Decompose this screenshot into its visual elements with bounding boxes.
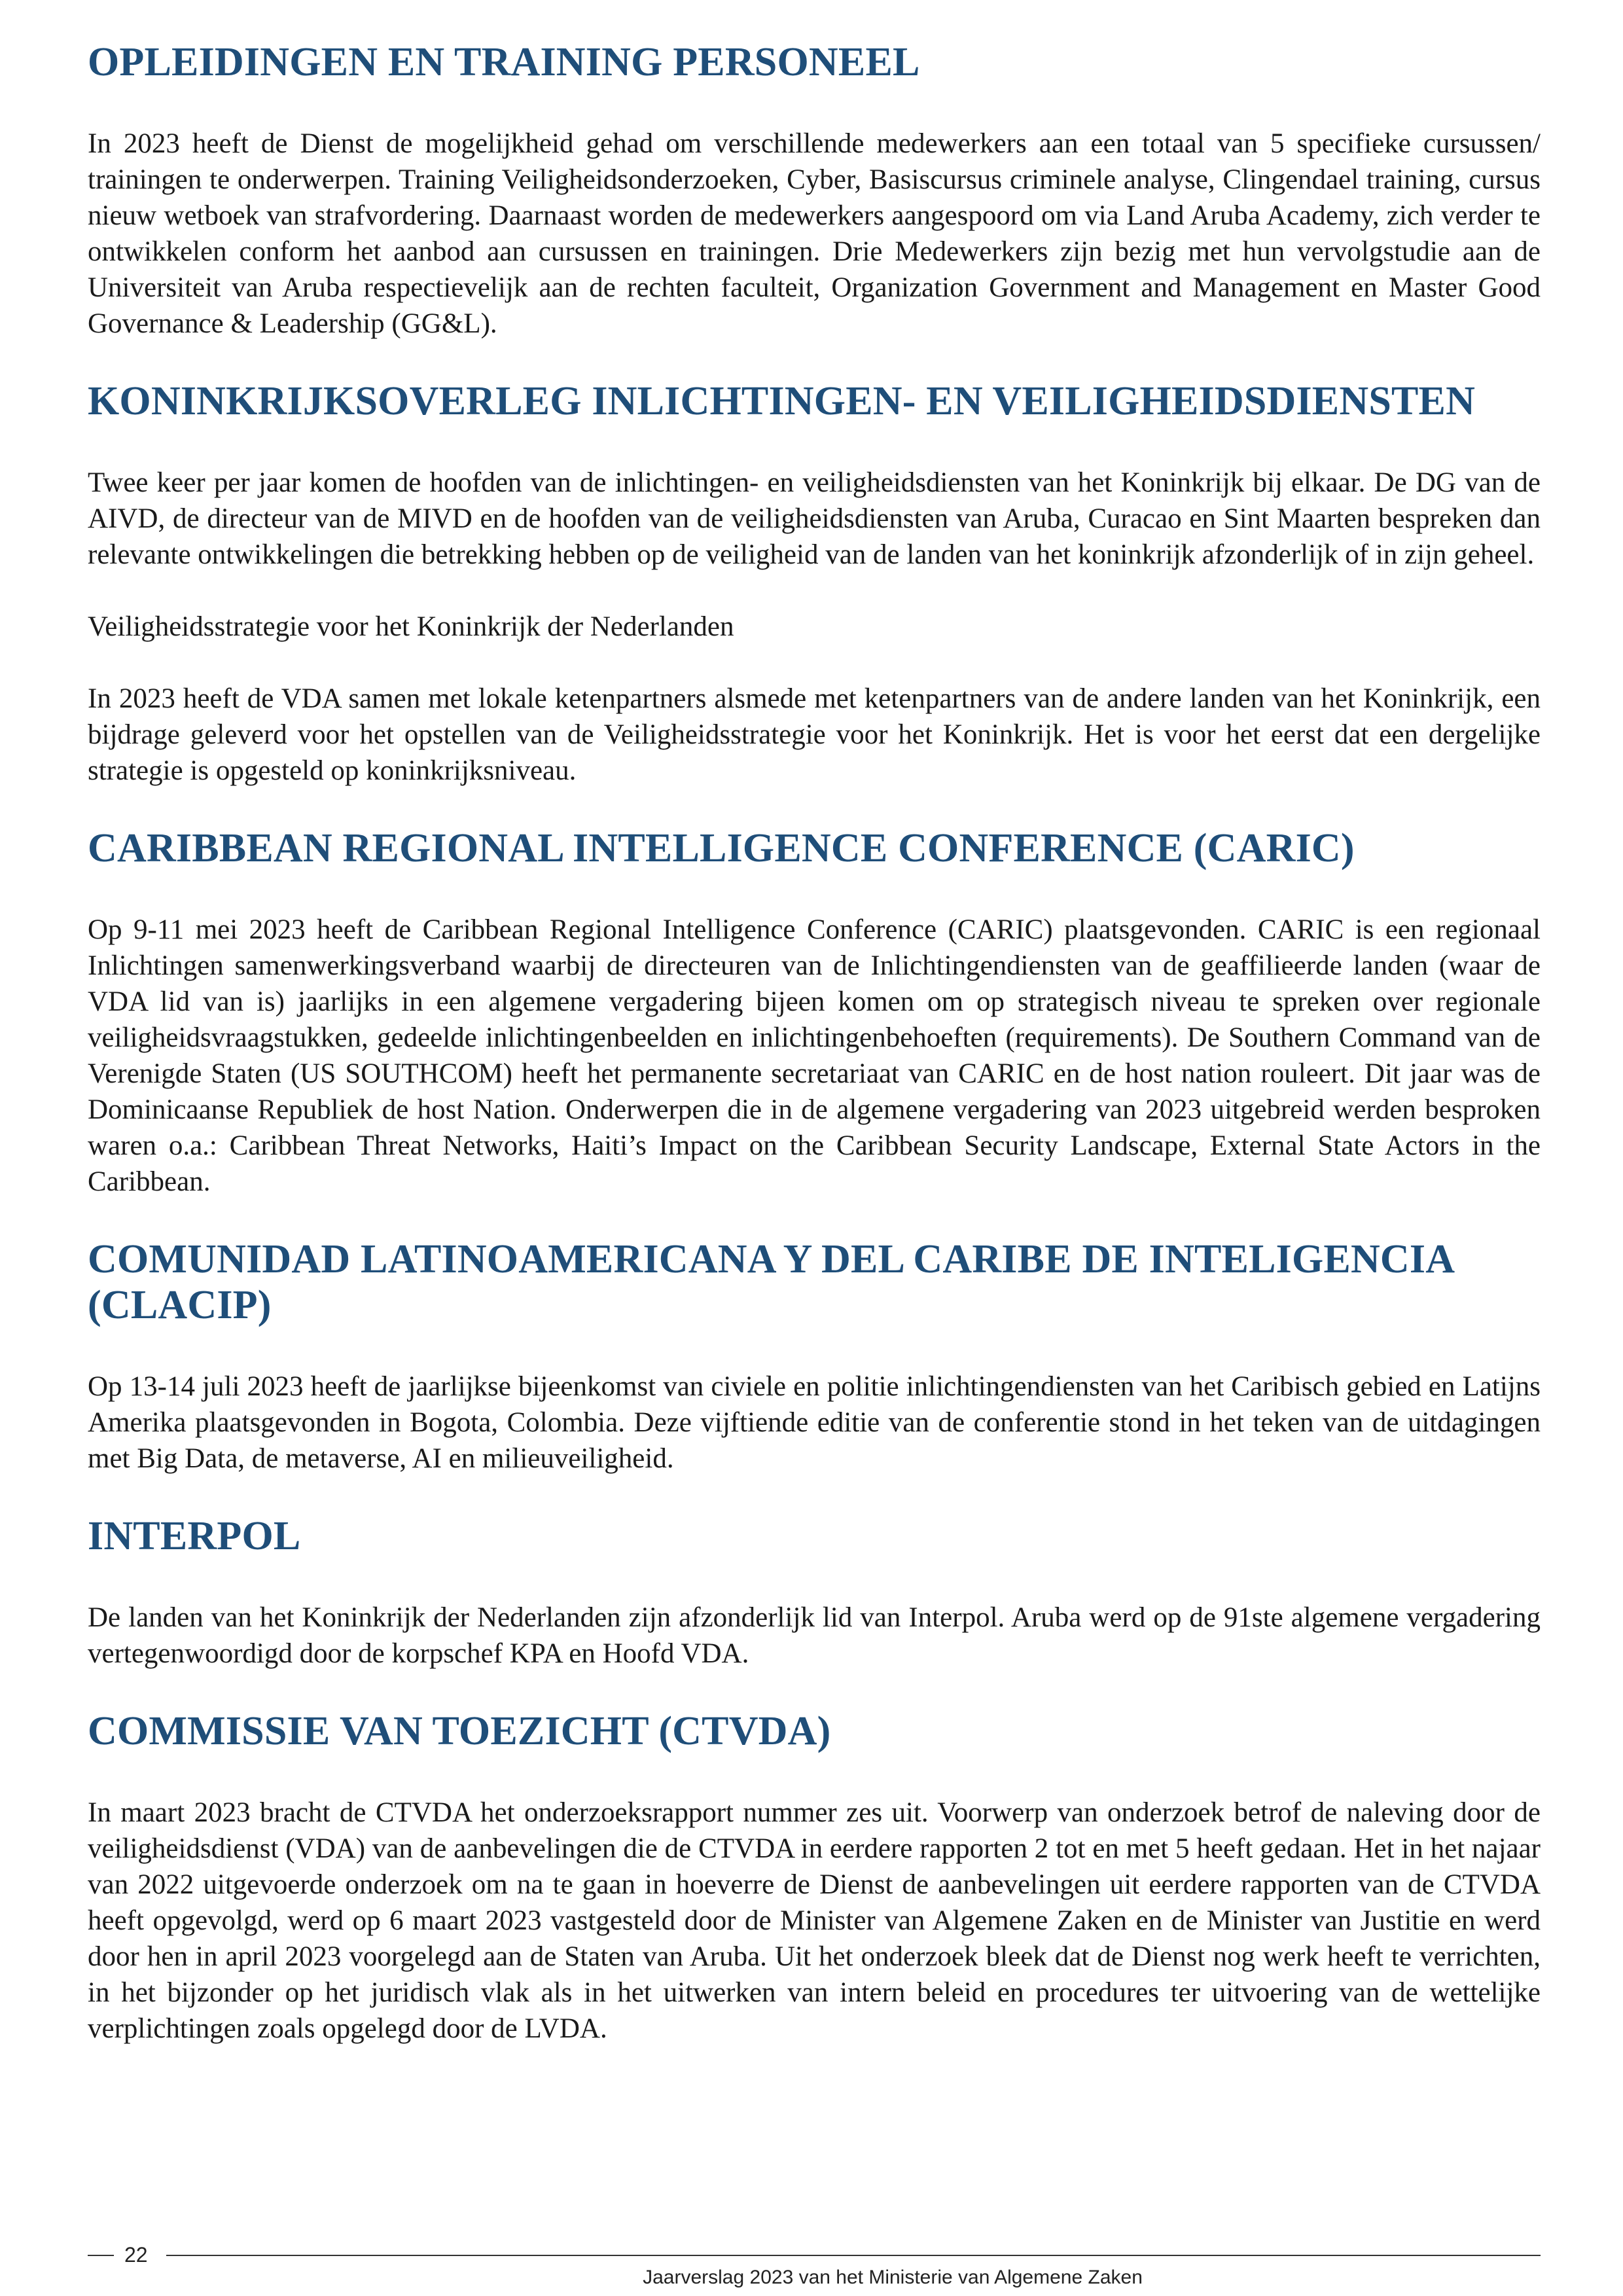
section-heading: COMMISSIE VAN TOEZICHT (CTVDA) xyxy=(88,1709,831,1753)
section-paragraph: Op 13-14 juli 2023 heeft de jaarlijkse bijeenkomst van civiele en politie inlichtingendiensten van het Caribisch gebied en Latijns Amerika plaatsgevonden in Bogota, Colombia. Deze vijftiende editie van de conferentie stond in het teken van de uitdagingen met Big Data, de metaverse, AI en milieuveiligheid. xyxy=(88,1371,1541,1474)
section-clacip xyxy=(88,1236,1541,1477)
footer-dash xyxy=(88,2255,114,2256)
page-footer xyxy=(88,2242,1541,2294)
section-paragraph: In maart 2023 bracht de CTVDA het onderzoeksrapport nummer zes uit. Voorwerp van onderzoek betrof de naleving door de veiligheidsdienst (VDA) van de aanbevelingen die de CTVDA in eerdere rapporten 2 tot en met 5 heeft gedaan. Het in het najaar van 2022 uitgevoerde onderzoek om na te gaan in hoeverre de Dienst de aanbevelingen uit eerdere rapporten van de CTVDA heeft opgevolgd, werd op 6 maart 2023 vastgesteld door de Minister van Algemene Zaken en de Minister van Justitie en werd door hen in april 2023 voorgelegd aan de Staten van Aruba. Uit het onderzoek bleek dat de Dienst nog werk heeft te verrichten, in het bijzonder op het juridisch vlak als in het uitwerken van intern beleid en procedures ter uitvoering van de wettelijke verplichtingen zoals opgelegd door de LVDA. xyxy=(88,1797,1541,2044)
section-caric xyxy=(88,825,1541,1200)
page-number: 22 xyxy=(124,2243,148,2267)
section-ctvda xyxy=(88,1708,1541,2047)
section-heading: OPLEIDINGEN EN TRAINING PERSONEEL xyxy=(88,40,920,84)
footer-title: Jaarverslag 2023 van het Ministerie van Algemene Zaken xyxy=(643,2267,1143,2288)
section-heading: CARIBBEAN REGIONAL INTELLIGENCE CONFERENCE (CARIC) xyxy=(88,826,1355,870)
section-paragraph: De landen van het Koninkrijk der Nederlanden zijn afzonderlijk lid van Interpol. Aruba werd op de 91ste algemene vergadering vertegenwoordigd door de korpschef KPA en Hoofd VDA. xyxy=(88,1602,1541,1669)
document-body xyxy=(88,39,1541,2083)
section-heading: INTERPOL xyxy=(88,1514,301,1558)
footer-rule xyxy=(166,2255,1541,2256)
section-opleidingen xyxy=(88,39,1541,342)
section-interpol xyxy=(88,1513,1541,1672)
section-paragraph: Op 9-11 mei 2023 heeft de Caribbean Regional Intelligence Conference (CARIC) plaatsgevonden. CARIC is een regionaal Inlichtingen samenwerkingsverband waarbij de directeuren van de Inlichtingendiensten van de geaffilieerde landen (waar de VDA lid van is) jaarlijks in een algemene vergadering bijeen komen om op strategisch niveau te spreken over regionale veiligheidsvraagstukken, gedeelde inlichtingenbeelden en inlichtingenbehoeften (requirements). De Southern Command van de Verenigde Staten (US SOUTHCOM) heeft het permanente secretariaat van CARIC en de host nation rouleert. Dit jaar was de Dominicaanse Republiek de host Nation. Onderwerpen die in de algemene vergadering van 2023 uitgebreid werden besproken waren o.a.: Caribbean Threat Networks, Haiti’s Impact on the Caribbean Security Landscape, External State Actors in the Caribbean. xyxy=(88,914,1541,1197)
section-paragraph: In 2023 heeft de Dienst de mogelijkheid gehad om verschillende medewerkers aan een totaal van 5 specifieke cursussen/ trainingen te onderwerpen. Training Veiligheidsonderzoeken, Cyber, Basiscursus criminele analyse, Clingendael training, cursus nieuw wetboek van strafvordering. Daarnaast worden de medewerkers aangespoord om via Land Aruba Academy, zich verder te ontwikkelen conform het aanbod aan cursussen en trainingen. Drie Medewerkers zijn bezig met hun vervolgstudie aan de Universiteit van Aruba respectievelijk aan de rechten faculteit, Organization Government and Management en Master Good Governance & Leadership (GG&L). xyxy=(88,128,1541,339)
subheading-paragraph: Veiligheidsstrategie voor het Koninkrijk der Nederlanden xyxy=(88,611,734,642)
section-paragraph: Twee keer per jaar komen de hoofden van de inlichtingen- en veiligheidsdiensten van het Koninkrijk bij elkaar. De DG van de AIVD, de directeur van de MIVD en de hoofden van de veiligheidsdiensten van Aruba, Curacao en Sint Maarten bespreken dan relevante ontwikkelingen die betrekking hebben op de veiligheid van de landen van het koninkrijk afzonderlijk of in zijn geheel. xyxy=(88,467,1541,570)
section-heading: COMUNIDAD LATINOAMERICANA Y DEL CARIBE DE INTELIGENCIA (CLACIP) xyxy=(88,1237,1453,1327)
section-paragraph: In 2023 heeft de VDA samen met lokale ketenpartners alsmede met ketenpartners van de andere landen van het Koninkrijk, een bijdrage geleverd voor het opstellen van de Veiligheidsstrategie voor het Koninkrijk. Het is voor het eerst dat een dergelijke strategie is opgesteld op koninkrijksniveau. xyxy=(88,683,1541,786)
section-koninkrijksoverleg xyxy=(88,378,1541,789)
section-heading: KONINKRIJKSOVERLEG INLICHTINGEN- EN VEILIGHEIDSDIENSTEN xyxy=(88,379,1476,423)
